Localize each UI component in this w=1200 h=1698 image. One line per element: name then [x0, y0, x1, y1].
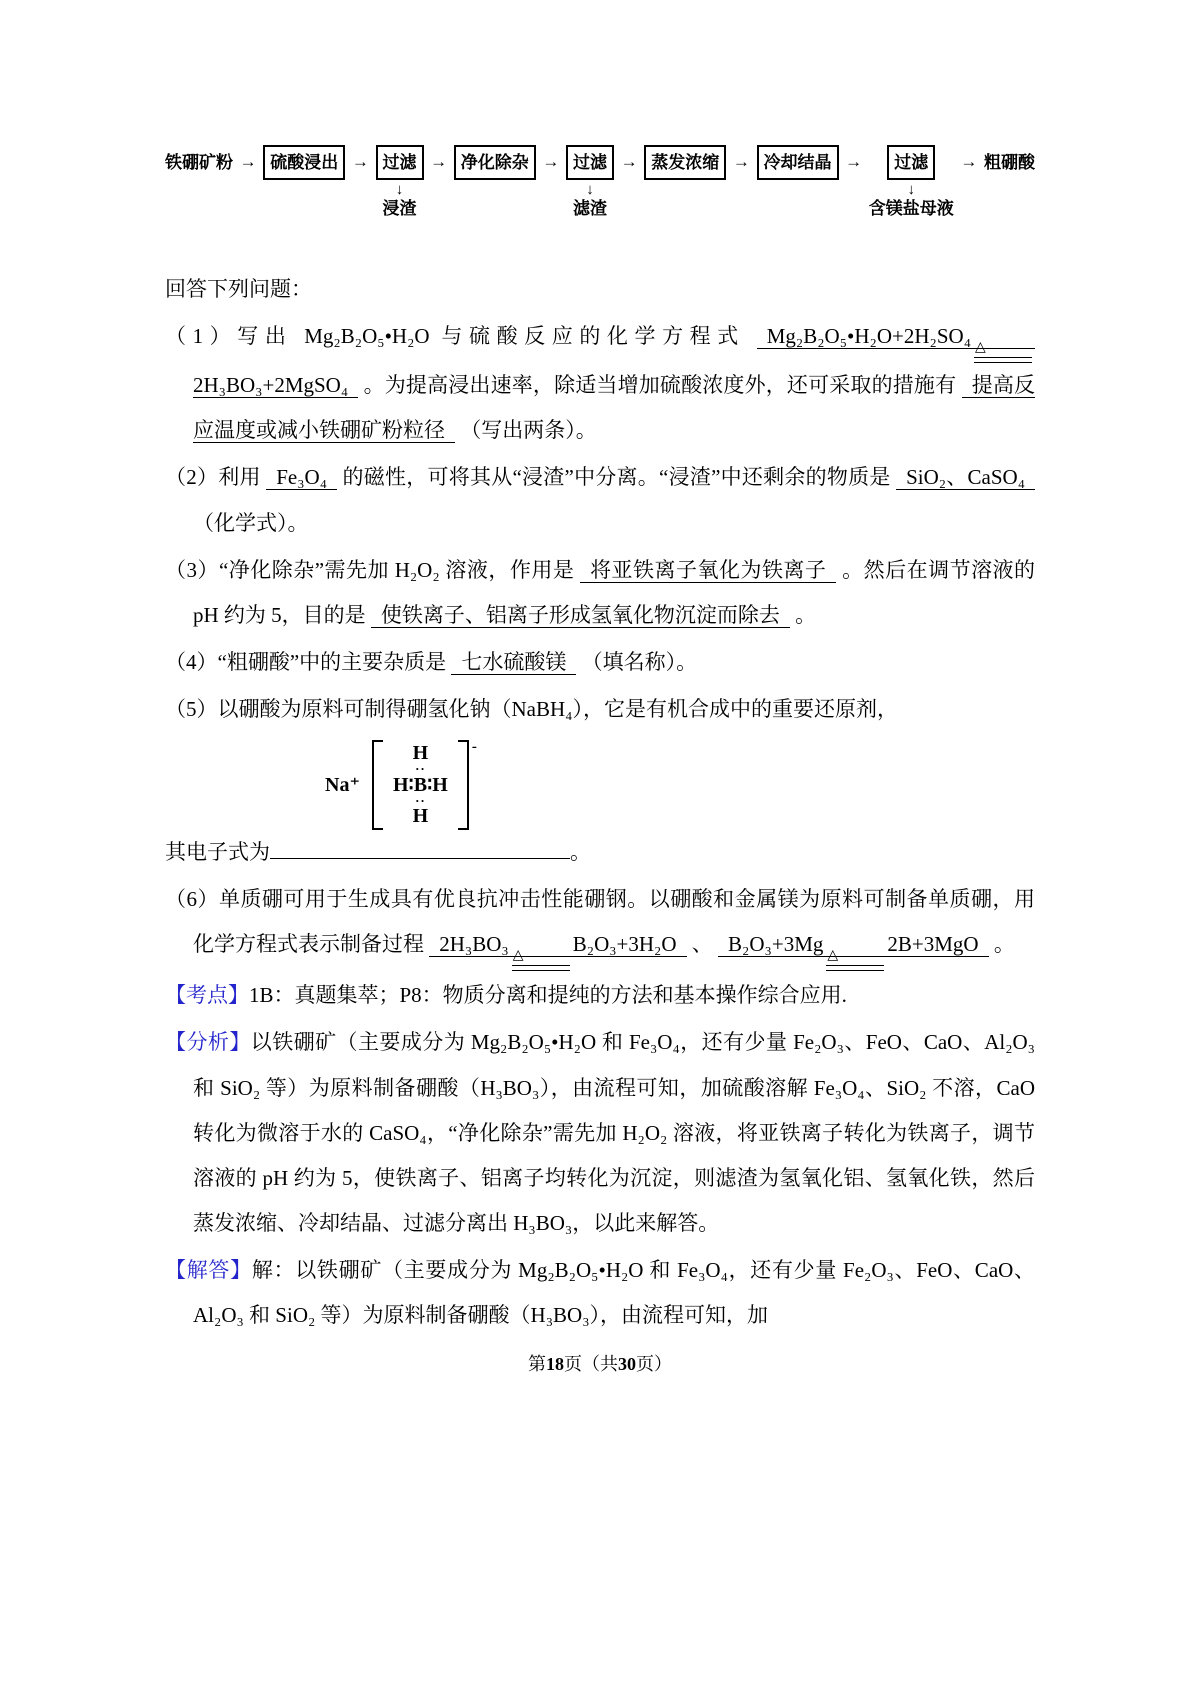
- heat-condition-icon: △: [512, 949, 570, 971]
- q6-eq1-left: 2H₃BO₃: [439, 932, 509, 957]
- exam-point-text: 1B：真题集萃；P8：物质分离和提纯的方法和基本操作综合应用.: [249, 983, 847, 1008]
- heat-condition-icon: △: [826, 949, 884, 971]
- flow-box-label: 硫酸浸出: [263, 145, 345, 180]
- q3-answer-2: 使铁离子、铝离子形成氢氧化物沉淀而除去: [371, 603, 790, 628]
- flow-box-label: 过滤: [566, 145, 614, 180]
- question-3: [165, 548, 1035, 638]
- down-arrow-icon: ↓: [907, 181, 915, 198]
- flow-node-filter-2: [566, 145, 614, 217]
- flow-node-filter-1: [376, 145, 424, 217]
- flow-box-label: 过滤: [887, 145, 935, 180]
- answer-blank: [270, 835, 570, 859]
- flow-node-purify: [454, 145, 536, 180]
- q3-lead: （3）“净化除杂”需先加 H₂O₂ 溶液，作用是: [165, 557, 575, 582]
- flow-box-label: 蒸发浓缩: [644, 145, 726, 180]
- q3-mid: 。然后在调节溶液的 pH 约为 5，目的是: [193, 557, 1036, 627]
- solution-section: [165, 1248, 1035, 1338]
- double-line: [512, 965, 570, 971]
- double-line: [826, 965, 884, 971]
- question-6: [165, 877, 1035, 971]
- solution-label: 【解答】: [165, 1258, 252, 1283]
- analysis-text: 以铁硼矿（主要成分为 Mg₂B₂O₅•H₂O 和 Fe₃O₄，还有少量 Fe₂O₃、FeO、CaO、Al₂O₃ 和 SiO₂ 等）为原料制备硼酸（H₃BO₃），由流程可知，加硫酸溶解 Fe₃O₄、SiO₂ 不溶，CaO 转化为微溶于水的 CaSO₄，“净化除杂”需先加 H₂O₂ 溶液，将亚铁离子转化为铁离子，调节溶液的 pH 约为 5，使铁离子、铝离子均转化为沉淀，则滤渣为氢氧化铝、氢氧化铁，然后蒸发浓缩、冷却结晶、过滤分离出 H₃BO₃，以此来解答。: [193, 1030, 1035, 1236]
- q2-tail: （化学式）。: [193, 510, 309, 535]
- q4-tail: （填名称）。: [581, 649, 698, 674]
- flow-byproduct-label: 滤渣: [573, 199, 607, 218]
- right-arrow-icon: →: [239, 152, 257, 171]
- q3-tail: 。: [795, 602, 817, 627]
- flow-node-filter-3: [869, 145, 954, 217]
- footer-suffix: 页）: [636, 1354, 672, 1375]
- right-arrow-icon: →: [732, 152, 750, 171]
- page-footer: [165, 1352, 1035, 1377]
- sodium-cation: Na⁺: [325, 774, 360, 797]
- analysis-label: 【分析】: [165, 1030, 251, 1055]
- q6-separator: 、: [691, 932, 713, 957]
- q6-eq1-right: B₂O₃+3H₂O: [572, 932, 677, 957]
- q1-eq-right: 2H₃BO₃+2MgSO₄: [193, 373, 349, 398]
- flow-node-crystallize: [757, 145, 839, 180]
- q6-answer-equation-1: [429, 932, 686, 964]
- intro-text: 回答下列问题：: [165, 277, 312, 301]
- q4-answer: 七水硫酸镁: [451, 650, 576, 675]
- q3-answer-1: 将亚铁离子氧化为铁离子: [580, 558, 836, 583]
- exam-point-label: 【考点】: [165, 983, 249, 1008]
- hydrogen-top: H: [412, 742, 429, 765]
- double-line: [974, 357, 1032, 363]
- right-arrow-icon: →: [960, 152, 978, 171]
- down-arrow-icon: ↓: [586, 181, 594, 198]
- intro-line: [165, 267, 1035, 312]
- flow-byproduct-label: 浸渣: [382, 199, 417, 218]
- q2-answer-2: SiO₂、CaSO₄: [896, 465, 1035, 490]
- right-arrow-icon: →: [430, 152, 448, 171]
- q6-lead: （6）单质硼可用于生成具有优良抗冲击性能硼钢。以硼酸和金属镁为原料可制备单质硼，用化学方程式表示制备过程: [165, 887, 1035, 957]
- q2-mid: 的磁性，可将其从“浸渣”中分离。“浸渣”中还剩余的物质是: [342, 465, 891, 490]
- question-4: [165, 640, 1035, 685]
- process-flowchart: [165, 145, 1035, 217]
- down-arrow-icon: ↓: [395, 181, 404, 198]
- right-arrow-icon: →: [845, 152, 863, 171]
- q6-tail: 。: [993, 932, 1015, 957]
- exam-point-section: [165, 973, 1035, 1018]
- q2-lead: （2）利用: [165, 465, 261, 490]
- flow-node-evaporate: [644, 145, 726, 180]
- right-arrow-icon: →: [620, 152, 638, 171]
- question-5-caption: [165, 830, 1035, 875]
- electron-pair-dots: ··: [415, 761, 426, 777]
- analysis-section: [165, 1020, 1035, 1246]
- q5-tail: 。: [570, 840, 591, 865]
- footer-prefix: 第: [528, 1354, 546, 1375]
- negative-charge: -: [471, 739, 477, 756]
- q4-lead: （4）“粗硼酸”中的主要杂质是: [165, 649, 447, 674]
- left-bracket: [372, 740, 383, 830]
- q6-answer-equation-2: [718, 932, 989, 964]
- footer-mid: 页（共: [564, 1354, 618, 1375]
- q1-after: 。为提高浸出速率，除适当增加硫酸浓度外，还可采取的措施有: [363, 373, 957, 398]
- hydride-middle-row: H∶B∶H: [393, 773, 448, 796]
- q1-tail: （写出两条）。: [460, 418, 597, 443]
- flow-node-leach: [263, 145, 345, 180]
- electron-dot-structure: [325, 740, 1035, 830]
- heat-condition-icon: △: [974, 341, 1032, 363]
- q6-eq2-right: 2B+3MgO: [887, 932, 979, 957]
- right-arrow-icon: →: [542, 152, 560, 171]
- right-arrow-icon: →: [351, 152, 369, 171]
- flow-start-label: 铁硼矿粉: [165, 153, 233, 172]
- question-1: [165, 314, 1035, 453]
- question-2: [165, 455, 1035, 545]
- q1-eq-left: Mg₂B₂O₅•H₂O+2H₂SO₄: [766, 324, 972, 349]
- solution-text: 解：以铁硼矿（主要成分为 Mg₂B₂O₅•H₂O 和 Fe₃O₄，还有少量 Fe₂O₃、FeO、CaO、Al₂O₃ 和 SiO₂ 等）为原料制备硼酸（H₃BO₃），由流程可知，加: [193, 1258, 1036, 1328]
- right-bracket: [458, 740, 469, 830]
- hydrogen-bottom: H: [412, 805, 429, 828]
- flow-byproduct-label: 含镁盐母液: [868, 199, 954, 218]
- q1-lead: （1）写出 Mg₂B₂O₅•H₂O 与硫酸反应的化学方程式: [165, 324, 745, 349]
- flow-box-label: 冷却结晶: [757, 145, 839, 180]
- q2-answer-1: Fe₃O₄: [266, 465, 337, 490]
- flow-end-label: 粗硼酸: [984, 153, 1035, 172]
- footer-total-pages: 30: [618, 1354, 636, 1375]
- question-5: [165, 687, 1035, 732]
- flow-box-label: 过滤: [376, 145, 424, 180]
- q1-answer-measures: 提高反应温度或减小铁硼矿粉粒径: [193, 373, 1036, 443]
- q5-caption: 其电子式为: [165, 840, 270, 865]
- q5-lead: （5）以硼酸为原料可制得硼氢化钠（NaBH₄），它是有机合成中的重要还原剂，: [165, 697, 898, 722]
- footer-page-number: 18: [546, 1354, 564, 1375]
- electron-pair-dots: ··: [415, 792, 426, 808]
- borohydride-core: [383, 740, 458, 830]
- flow-box-label: 净化除杂: [454, 145, 536, 180]
- q6-eq2-left: B₂O₃+3Mg: [728, 932, 824, 957]
